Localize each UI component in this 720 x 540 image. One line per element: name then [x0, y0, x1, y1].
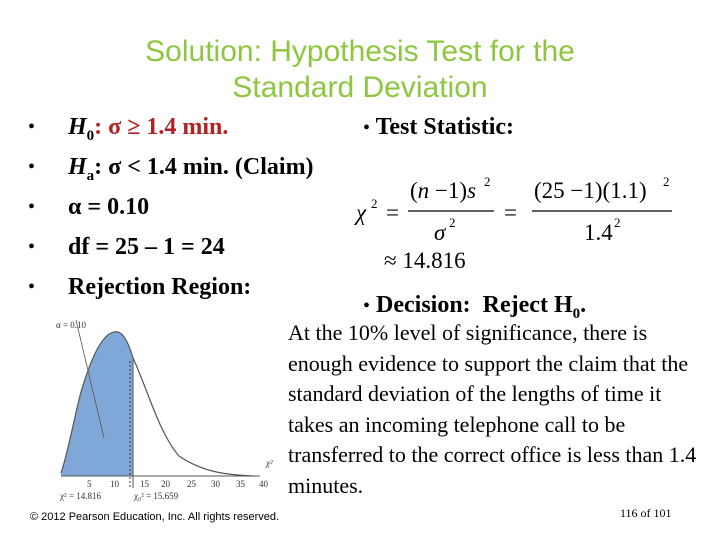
ha-subscript: a	[86, 167, 95, 184]
svg-text:2: 2	[484, 174, 491, 189]
decision-subscript: 0	[572, 305, 581, 322]
conclusion-text: At the 10% level of significance, there is enough evidence to support the claim that the standard deviation of the lengths of time it takes an incoming telephone call to be transferred to the correct office is less than 1.4 minutes.	[288, 320, 697, 498]
rejection-region-text: Rejection Region:	[68, 274, 252, 300]
slide-title	[60, 34, 660, 106]
tick-label: 10	[110, 479, 119, 489]
h0-subscript: 0	[86, 127, 95, 144]
test-statistic-heading	[363, 112, 514, 143]
decision-value: Reject H	[482, 292, 573, 318]
bullet-icon: •	[28, 236, 36, 258]
tick-label: 40	[259, 479, 268, 489]
tick-label: 25	[187, 479, 196, 489]
tick-label: 30	[211, 479, 220, 489]
svg-text:=: =	[386, 200, 399, 225]
svg-text:1.4: 1.4	[584, 220, 613, 245]
bullet-icon: •	[28, 116, 36, 138]
bullet-icon: •	[28, 156, 36, 178]
copyright-footer: © 2012 Pearson Education, Inc. All rights reserved.	[30, 511, 280, 523]
svg-text:2: 2	[663, 174, 670, 189]
alpha-text: α = 0.10	[68, 194, 150, 220]
rejection-region-graph	[54, 318, 284, 508]
ha-statement: : σ < 1.4 min. (Claim)	[94, 154, 314, 180]
x-axis-label: χ²	[266, 458, 273, 468]
svg-text:(25 −1)(1.1): (25 −1)(1.1)	[534, 178, 647, 203]
chi-square-graph	[54, 318, 284, 513]
tick-label: 5	[87, 479, 92, 489]
svg-text:=: =	[504, 200, 517, 225]
test-statistic-value: ≈ 14.816	[384, 248, 466, 273]
test-statistic-marker-label: χ² = 14.816	[60, 491, 102, 501]
bullet-icon: •	[363, 117, 371, 139]
tick-label: 20	[161, 479, 170, 489]
df-text: df = 25 – 1 = 24	[68, 234, 225, 260]
title-line-1: Solution: Hypothesis Test for the	[145, 35, 575, 68]
h0-statement: : σ ≥ 1.4 min.	[94, 114, 229, 140]
ha-symbol: H	[68, 154, 87, 180]
bullet-icon: •	[28, 276, 36, 298]
svg-text:2: 2	[614, 215, 621, 230]
title-line-2: Standard Deviation	[232, 71, 488, 104]
bullet-icon: •	[28, 196, 36, 218]
page-number: 116 of 101	[620, 506, 672, 520]
rejection-region-fill	[61, 332, 133, 476]
alpha-label: α = 0.10	[56, 320, 87, 330]
svg-text:2: 2	[371, 196, 378, 211]
tick-label: 35	[236, 479, 245, 489]
svg-text:(n −1)s: (n −1)s	[410, 178, 477, 203]
critical-value-label: χ₀² = 15.659	[134, 491, 179, 501]
test-statistic-label: Test Statistic:	[375, 114, 515, 140]
svg-text:σ: σ	[434, 220, 446, 245]
decision-label: Decision:	[376, 292, 471, 318]
decision-period: .	[580, 292, 587, 318]
h0-symbol: H	[68, 114, 87, 140]
formula-graphic	[352, 170, 682, 248]
test-statistic-formula	[352, 170, 682, 253]
svg-text:2: 2	[449, 215, 456, 230]
bullet-icon: •	[363, 295, 371, 317]
tick-label: 15	[140, 479, 149, 489]
svg-text:χ: χ	[356, 200, 367, 225]
